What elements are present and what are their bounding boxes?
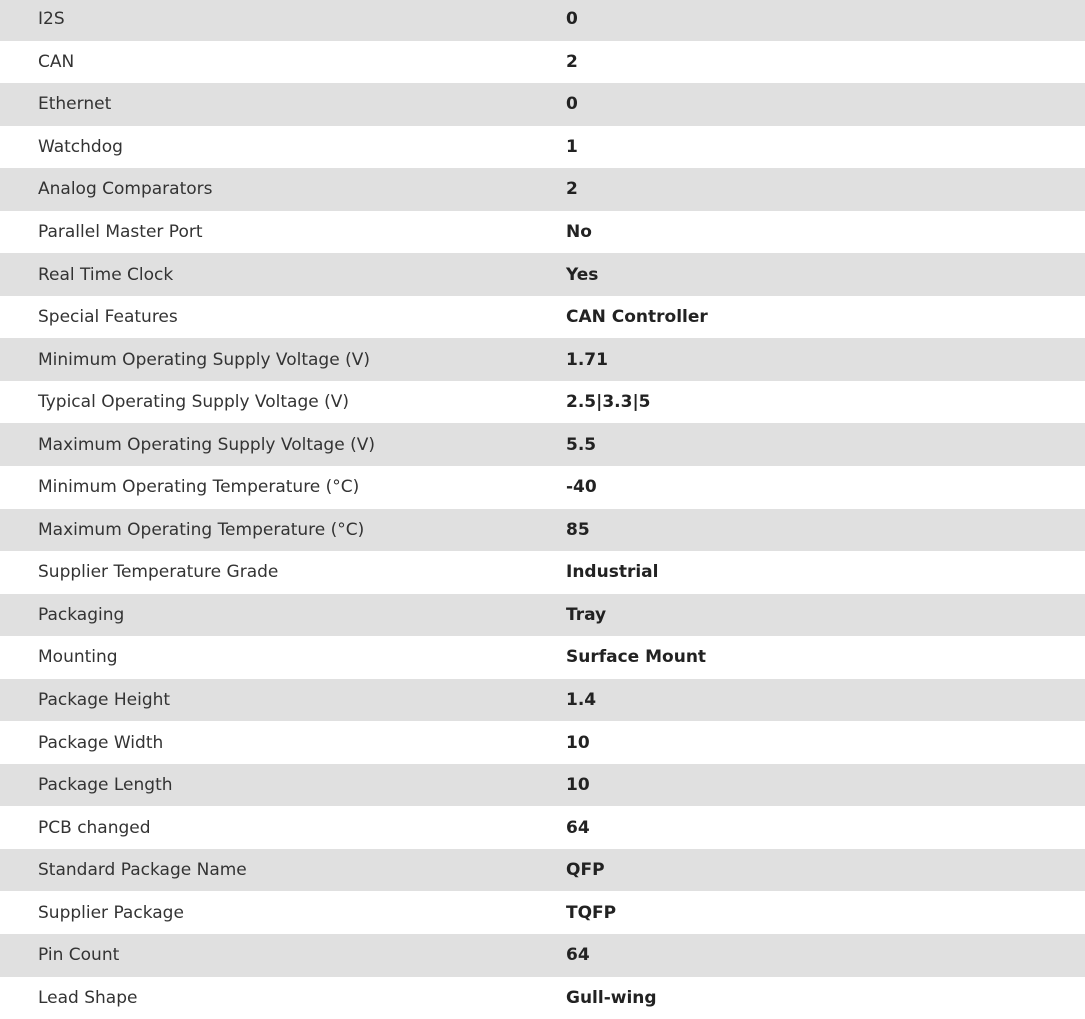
spec-value: 1.71 bbox=[566, 349, 608, 370]
spec-name: Maximum Operating Supply Voltage (V) bbox=[38, 434, 375, 455]
spec-value: Industrial bbox=[566, 562, 659, 583]
spec-row-pin-count bbox=[0, 934, 1085, 977]
spec-name: Real Time Clock bbox=[38, 264, 174, 285]
spec-name: Parallel Master Port bbox=[38, 222, 203, 242]
spec-row-packaging bbox=[0, 594, 1085, 637]
spec-value: No bbox=[566, 222, 592, 242]
spec-value: 64 bbox=[566, 945, 590, 966]
spec-row-package-length bbox=[0, 764, 1085, 807]
spec-row-parallel-master-port bbox=[0, 211, 1085, 254]
spec-name: Supplier Temperature Grade bbox=[38, 562, 279, 583]
spec-row-watchdog bbox=[0, 126, 1085, 169]
spec-value: 2 bbox=[566, 51, 578, 72]
spec-row-special-features bbox=[0, 296, 1085, 339]
spec-value: QFP bbox=[566, 860, 605, 881]
spec-row-pcb-changed bbox=[0, 806, 1085, 849]
spec-name: Package Height bbox=[38, 690, 171, 711]
spec-value: -40 bbox=[566, 477, 597, 498]
spec-name: Package Length bbox=[38, 775, 173, 796]
spec-row-mounting bbox=[0, 636, 1085, 679]
spec-name: Minimum Operating Supply Voltage (V) bbox=[38, 349, 370, 370]
spec-value: 2.5|3.3|5 bbox=[566, 392, 651, 413]
spec-row-real-time-clock bbox=[0, 253, 1085, 296]
spec-name: Analog Comparators bbox=[38, 179, 213, 200]
spec-row-typical-supply-voltage bbox=[0, 381, 1085, 424]
spec-name: Ethernet bbox=[38, 94, 112, 115]
spec-name: Lead Shape bbox=[38, 987, 138, 1008]
spec-name: Typical Operating Supply Voltage (V) bbox=[38, 392, 349, 413]
spec-row-min-supply-voltage bbox=[0, 338, 1085, 381]
spec-name: Maximum Operating Temperature (°C) bbox=[38, 519, 365, 540]
spec-name: Standard Package Name bbox=[38, 860, 247, 881]
spec-value: 64 bbox=[566, 817, 590, 838]
spec-value: 10 bbox=[566, 732, 590, 753]
spec-value: 0 bbox=[566, 9, 578, 30]
spec-row-i2s bbox=[0, 0, 1085, 41]
spec-row-supplier-package bbox=[0, 891, 1085, 934]
spec-row-package-height bbox=[0, 679, 1085, 722]
spec-row-ethernet bbox=[0, 83, 1085, 126]
spec-value: Gull-wing bbox=[566, 987, 657, 1008]
spec-value: Yes bbox=[566, 264, 599, 285]
spec-value: 1.4 bbox=[566, 690, 597, 711]
spec-name: Mounting bbox=[38, 647, 118, 668]
spec-row-analog-comparators bbox=[0, 168, 1085, 211]
spec-name: I2S bbox=[38, 9, 65, 30]
spec-row-max-supply-voltage bbox=[0, 423, 1085, 466]
spec-row-standard-package-name bbox=[0, 849, 1085, 892]
spec-value: 85 bbox=[566, 519, 590, 540]
spec-value: 5.5 bbox=[566, 434, 597, 455]
spec-name: PCB changed bbox=[38, 817, 151, 838]
spec-value: 2 bbox=[566, 179, 578, 200]
spec-value: 0 bbox=[566, 94, 578, 115]
spec-row-package-width bbox=[0, 721, 1085, 764]
spec-name: Pin Count bbox=[38, 945, 120, 966]
spec-name: CAN bbox=[38, 51, 75, 72]
spec-row-lead-shape bbox=[0, 977, 1085, 1019]
spec-value: Tray bbox=[566, 604, 607, 625]
spec-name: Supplier Package bbox=[38, 902, 184, 923]
spec-value: 1 bbox=[566, 136, 578, 157]
spec-row-min-temperature bbox=[0, 466, 1085, 509]
spec-name: Watchdog bbox=[38, 136, 123, 157]
spec-name: Special Features bbox=[38, 307, 178, 328]
spec-row-temperature-grade bbox=[0, 551, 1085, 594]
spec-name: Package Width bbox=[38, 732, 164, 753]
spec-value: CAN Controller bbox=[566, 307, 708, 328]
spec-value: TQFP bbox=[566, 902, 617, 923]
spec-row-can bbox=[0, 41, 1085, 84]
spec-value: 10 bbox=[566, 775, 590, 796]
spec-row-max-temperature bbox=[0, 509, 1085, 552]
spec-name: Minimum Operating Temperature (°C) bbox=[38, 477, 360, 498]
spec-value: Surface Mount bbox=[566, 647, 707, 668]
spec-name: Packaging bbox=[38, 604, 125, 625]
